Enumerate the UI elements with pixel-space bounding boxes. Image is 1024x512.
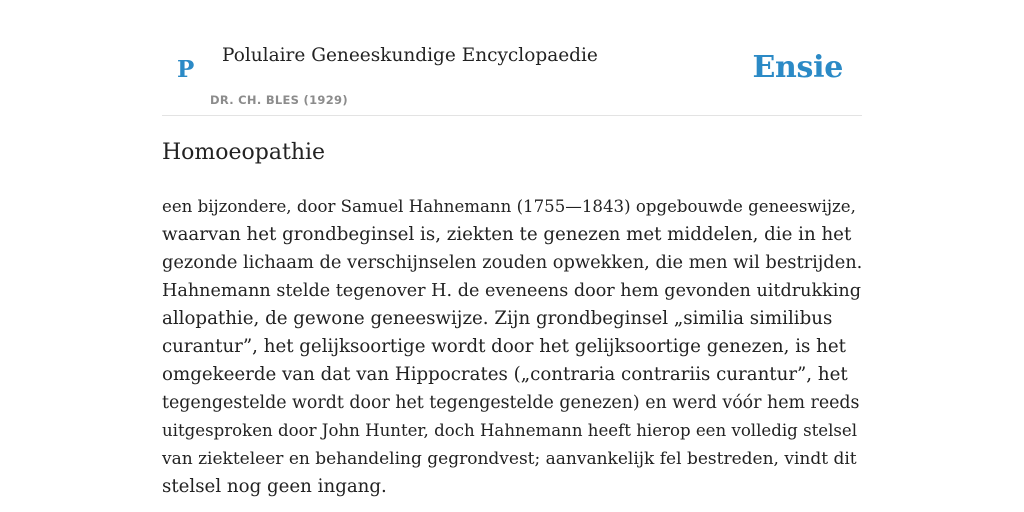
- body-line: een bijzondere, door Samuel Hahnemann (1755—1843) opgebouwde geneeswijze,: [162, 197, 856, 216]
- body-line: allopathie, de gewone geneeswijze. Zijn grondbeginsel „similia similibus: [162, 308, 833, 329]
- body-line: curantur”, het gelijksoortige wordt door het gelijksoortige genezen, is het: [162, 336, 846, 357]
- body-line: waarvan het grondbeginsel is, ziekten te genezen met middelen, die in het: [162, 224, 852, 245]
- page-container: [162, 0, 862, 512]
- body-line: tegengestelde wordt door het tegengestelde genezen) en werd vóór hem reeds: [162, 393, 860, 413]
- body-line: stelsel nog geen ingang.: [162, 476, 387, 497]
- body-line: gezonde lichaam de verschijnselen zouden opwekken, die men wil bestrijden.: [162, 252, 863, 273]
- body-line: van ziekteleer en behandeling gegrondvest; aanvankelijk fel bestreden, vindt dit: [162, 449, 857, 469]
- book-title-link[interactable]: Polulaire Geneeskundige Encyclopaedie: [222, 45, 598, 66]
- book-author: DR. CH. BLES (1929): [210, 93, 348, 107]
- article-title: Homoeopathie: [162, 140, 326, 165]
- book-logo-letter[interactable]: P: [177, 56, 195, 83]
- body-line: omgekeerde van dat van Hippocrates („contraria contrariis curantur”, het: [162, 364, 848, 385]
- body-line: uitgesproken door John Hunter, doch Hahnemann heeft hierop een volledig stelsel: [162, 421, 858, 440]
- ensie-brand-logo[interactable]: Ensie: [752, 50, 843, 85]
- body-line: Hahnemann stelde tegenover H. de eveneens door hem gevonden uitdrukking: [162, 281, 862, 301]
- article-body: [162, 193, 862, 501]
- page-header: [162, 0, 862, 116]
